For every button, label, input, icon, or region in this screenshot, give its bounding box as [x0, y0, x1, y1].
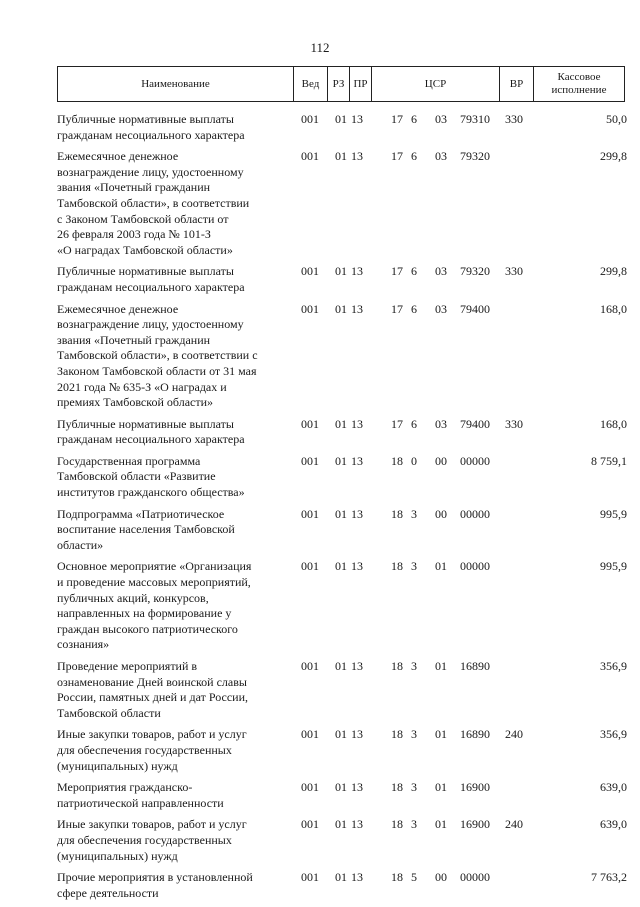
row-csr-direction: 16890	[460, 727, 490, 742]
row-csr-program: 18	[391, 817, 403, 832]
table-row	[57, 817, 627, 864]
row-vr: 240	[505, 727, 523, 742]
header-pr: ПР	[350, 67, 372, 101]
row-csr-subprogram: 6	[411, 301, 417, 316]
row-csr-direction: 16900	[460, 780, 490, 795]
row-pr: 13	[351, 870, 363, 885]
row-ved: 001	[301, 559, 319, 574]
row-csr-subprogram: 3	[411, 780, 417, 795]
row-csr-program: 17	[391, 112, 403, 126]
table-row	[57, 417, 627, 448]
header-rz: РЗ	[328, 67, 350, 101]
row-name: Иные закупки товаров, работ и услуг для обеспечения государственных (муниципальных) нужд	[57, 727, 247, 773]
header-csr: ЦСР	[372, 67, 500, 101]
row-csr-subprogram: 3	[411, 506, 417, 521]
row-csr-program: 18	[391, 559, 403, 574]
row-csr-direction: 00000	[460, 559, 490, 574]
row-csr-event: 00	[435, 453, 447, 468]
row-ved: 001	[301, 659, 319, 673]
row-csr-direction: 79400	[460, 416, 490, 431]
header-sum: Кассовое исполнение	[551, 71, 607, 96]
row-pr: 13	[351, 780, 363, 795]
row-vr: 330	[505, 264, 523, 279]
row-csr-program: 17	[391, 149, 403, 164]
row-csr-program: 18	[391, 780, 403, 795]
table-row	[57, 264, 627, 295]
row-rz: 01	[335, 559, 347, 574]
row-name: Ежемесячное денежное вознаграждение лицу, удостоенному звания «Почетный гражданин Тамбовской области», в соответствии с Законом Тамбовской области от 26 февраля 2003 года № 101-З «О наградах Тамбовской области»	[57, 149, 250, 257]
row-csr-direction: 00000	[460, 453, 490, 468]
row-csr-subprogram: 3	[411, 659, 417, 673]
table-row	[57, 659, 627, 721]
row-csr-program: 18	[391, 506, 403, 521]
row-pr: 13	[351, 453, 363, 468]
row-sum: 995,9	[600, 559, 627, 574]
row-pr: 13	[351, 416, 363, 431]
row-csr-subprogram: 3	[411, 727, 417, 742]
row-csr-direction: 79320	[460, 149, 490, 164]
row-rz: 01	[335, 506, 347, 521]
row-csr-subprogram: 6	[411, 264, 417, 279]
row-pr: 13	[351, 727, 363, 742]
table-row	[57, 149, 627, 258]
row-name: Государственная программа Тамбовской области «Развитие институтов гражданского общества»	[57, 453, 245, 500]
row-sum: 356,9	[600, 727, 627, 742]
row-ved: 001	[301, 149, 319, 164]
row-csr-event: 01	[435, 727, 447, 742]
row-csr-program: 18	[391, 659, 403, 673]
row-csr-subprogram: 0	[411, 453, 417, 468]
row-sum: 639,0	[600, 780, 627, 795]
row-pr: 13	[351, 506, 363, 521]
table-row	[57, 559, 627, 653]
row-csr-subprogram: 6	[411, 149, 417, 164]
row-rz: 01	[335, 453, 347, 468]
row-ved: 001	[301, 727, 319, 742]
table-row	[57, 780, 627, 811]
row-csr-program: 17	[391, 301, 403, 316]
row-csr-subprogram: 6	[411, 416, 417, 431]
row-csr-program: 18	[391, 727, 403, 742]
table-header	[57, 66, 625, 102]
row-csr-direction: 16900	[460, 817, 490, 832]
row-csr-event: 01	[435, 817, 447, 832]
row-ved: 001	[301, 301, 319, 316]
row-csr-direction: 16890	[460, 659, 490, 673]
row-rz: 01	[335, 870, 347, 885]
row-rz: 01	[335, 112, 347, 126]
row-csr-direction: 00000	[460, 506, 490, 521]
row-csr-subprogram: 6	[411, 112, 417, 126]
row-ved: 001	[301, 506, 319, 521]
row-csr-event: 03	[435, 264, 447, 279]
table-row	[57, 870, 627, 901]
row-sum: 356,9	[600, 659, 627, 673]
row-name: Иные закупки товаров, работ и услуг для обеспечения государственных (муниципальных) нужд	[57, 817, 247, 863]
table-row	[57, 112, 627, 143]
row-name: Публичные нормативные выплаты гражданам несоциального характера	[57, 112, 245, 142]
row-csr-direction: 79320	[460, 264, 490, 279]
row-sum: 50,0	[606, 112, 627, 126]
row-csr-program: 18	[391, 453, 403, 468]
row-name: Мероприятия гражданско- патриотической направленности	[57, 780, 224, 810]
row-ved: 001	[301, 416, 319, 431]
row-csr-event: 03	[435, 301, 447, 316]
row-name: Публичные нормативные выплаты гражданам несоциального характера	[57, 264, 245, 294]
header-name: Наименование	[58, 67, 294, 101]
header-vr: ВР	[500, 67, 534, 101]
row-rz: 01	[335, 301, 347, 316]
row-csr-event: 03	[435, 112, 447, 126]
row-sum: 8 759,1	[591, 453, 627, 468]
row-name: Ежемесячное денежное вознаграждение лицу, удостоенному звания «Почетный гражданин Тамбовской области», в соответствии с Законом Тамбовской области от 31 мая 2021 года № 635-З «О наградах и премиях Тамбовской области»	[57, 301, 258, 410]
row-sum: 639,0	[600, 817, 627, 832]
row-rz: 01	[335, 727, 347, 742]
row-ved: 001	[301, 780, 319, 795]
row-csr-event: 01	[435, 780, 447, 795]
row-ved: 001	[301, 112, 319, 126]
row-sum: 299,8	[600, 149, 627, 164]
row-rz: 01	[335, 780, 347, 795]
row-csr-program: 17	[391, 416, 403, 431]
row-csr-subprogram: 3	[411, 817, 417, 832]
row-rz: 01	[335, 264, 347, 279]
row-rz: 01	[335, 659, 347, 673]
row-ved: 001	[301, 453, 319, 468]
row-pr: 13	[351, 301, 363, 316]
row-csr-event: 03	[435, 416, 447, 431]
row-ved: 001	[301, 870, 319, 885]
row-csr-direction: 00000	[460, 870, 490, 885]
row-pr: 13	[351, 659, 363, 673]
row-vr: 330	[505, 416, 523, 431]
row-pr: 13	[351, 817, 363, 832]
header-ved: Вед	[294, 67, 328, 101]
row-csr-event: 00	[435, 870, 447, 885]
row-name: Прочие мероприятия в установленной сфере деятельности	[57, 870, 253, 900]
row-csr-program: 18	[391, 870, 403, 885]
row-sum: 299,8	[600, 264, 627, 279]
page-number: 112	[310, 40, 330, 55]
row-rz: 01	[335, 416, 347, 431]
row-name: Проведение мероприятий в ознаменование Дней воинской славы России, памятных дней и дат России, Тамбовской области	[57, 659, 248, 720]
row-rz: 01	[335, 817, 347, 832]
row-ved: 001	[301, 264, 319, 279]
row-csr-direction: 79310	[460, 112, 490, 126]
row-csr-event: 03	[435, 149, 447, 164]
row-pr: 13	[351, 264, 363, 279]
table-row	[57, 454, 627, 501]
row-csr-subprogram: 5	[411, 870, 417, 885]
row-ved: 001	[301, 817, 319, 832]
row-sum: 995,9	[600, 506, 627, 521]
row-sum: 7 763,2	[591, 870, 627, 885]
row-pr: 13	[351, 149, 363, 164]
row-vr: 240	[505, 817, 523, 832]
table-body	[57, 112, 627, 907]
row-csr-event: 01	[435, 659, 447, 673]
row-name: Подпрограмма «Патриотическое воспитание населения Тамбовской области»	[57, 506, 235, 552]
row-pr: 13	[351, 112, 363, 126]
row-csr-event: 00	[435, 506, 447, 521]
row-csr-event: 01	[435, 559, 447, 574]
table-row	[57, 727, 627, 774]
row-csr-direction: 79400	[460, 301, 490, 316]
table-row	[57, 302, 627, 411]
row-rz: 01	[335, 149, 347, 164]
row-csr-program: 17	[391, 264, 403, 279]
row-sum: 168,0	[600, 301, 627, 316]
row-vr: 330	[505, 112, 523, 126]
row-name: Основное мероприятие «Организация и проведение массовых мероприятий, публичных акций, конкурсов, направленных на формирование у граждан высокого патриотического сознания»	[57, 559, 252, 652]
row-name: Публичные нормативные выплаты гражданам несоциального характера	[57, 416, 245, 447]
row-pr: 13	[351, 559, 363, 574]
row-sum: 168,0	[600, 416, 627, 431]
table-row	[57, 507, 627, 554]
row-csr-subprogram: 3	[411, 559, 417, 574]
